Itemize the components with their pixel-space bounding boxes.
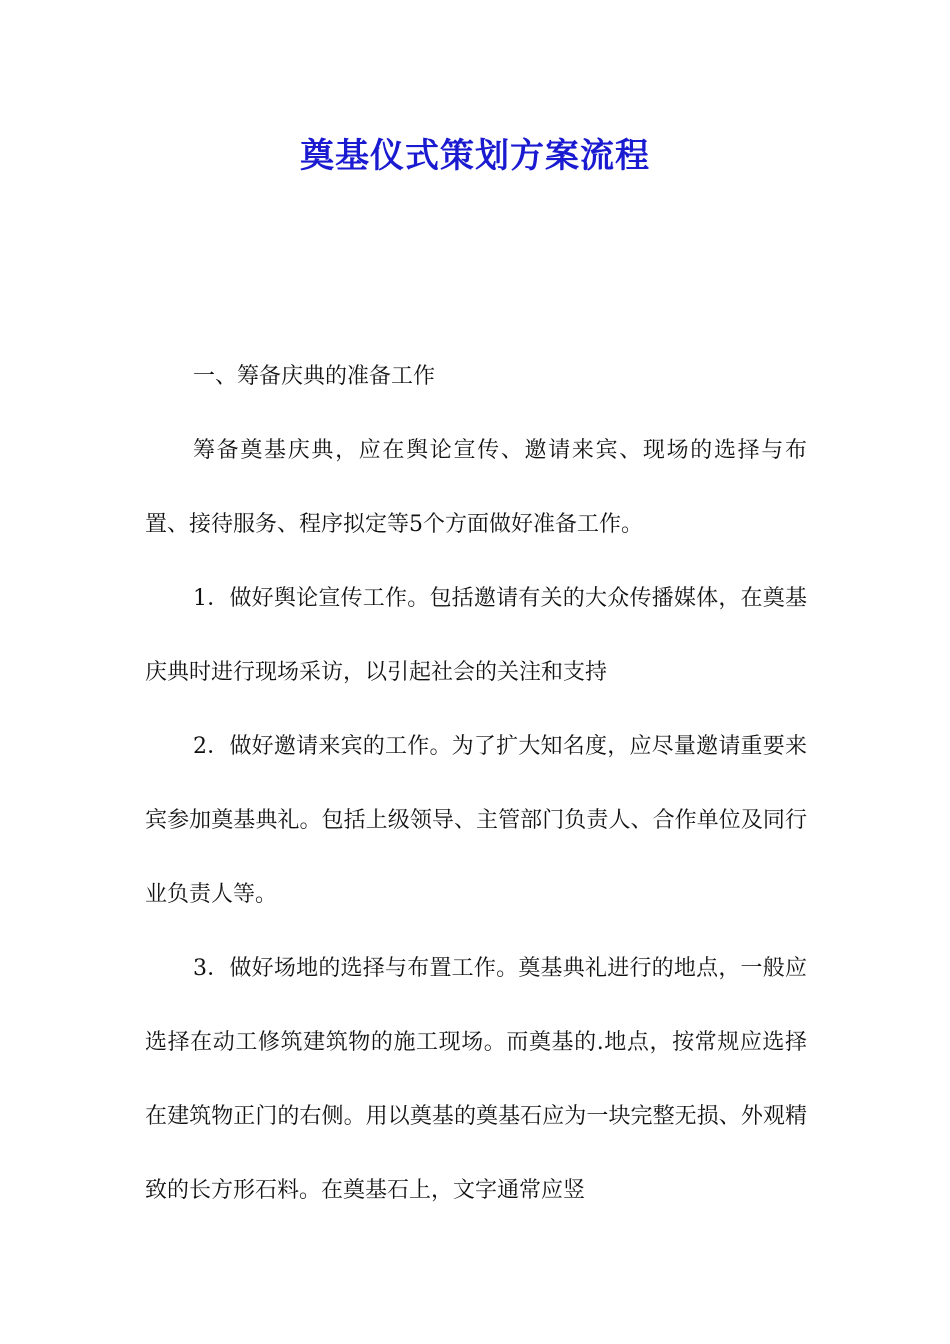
paragraph: 筹备奠基庆典，应在舆论宣传、邀请来宾、现场的选择与布置、接待服务、程序拟定等5个方面做好准备工作。 [145, 438, 807, 537]
document-title: 奠基仪式策划方案流程 [300, 136, 650, 176]
paragraph: 1．做好舆论宣传工作。包括邀请有关的大众传播媒体，在奠基庆典时进行现场采访，以引起社会的关注和支持 [145, 586, 807, 685]
document-body [145, 340, 807, 1228]
paragraph: 2．做好邀请来宾的工作。为了扩大知名度，应尽量邀请重要来宾参加奠基典礼。包括上级领导、主管部门负责人、合作单位及同行业负责人等。 [145, 734, 807, 907]
section-heading: 一、筹备庆典的准备工作 [193, 364, 436, 389]
paragraph: 3．做好场地的选择与布置工作。奠基典礼进行的地点，一般应选择在动工修筑建筑物的施工现场。而奠基的.地点，按常规应选择在建筑物正门的右侧。用以奠基的奠基石应为一块完整无损、外观精致的长方形石料。在奠基石上，文字通常应竖 [145, 956, 807, 1203]
